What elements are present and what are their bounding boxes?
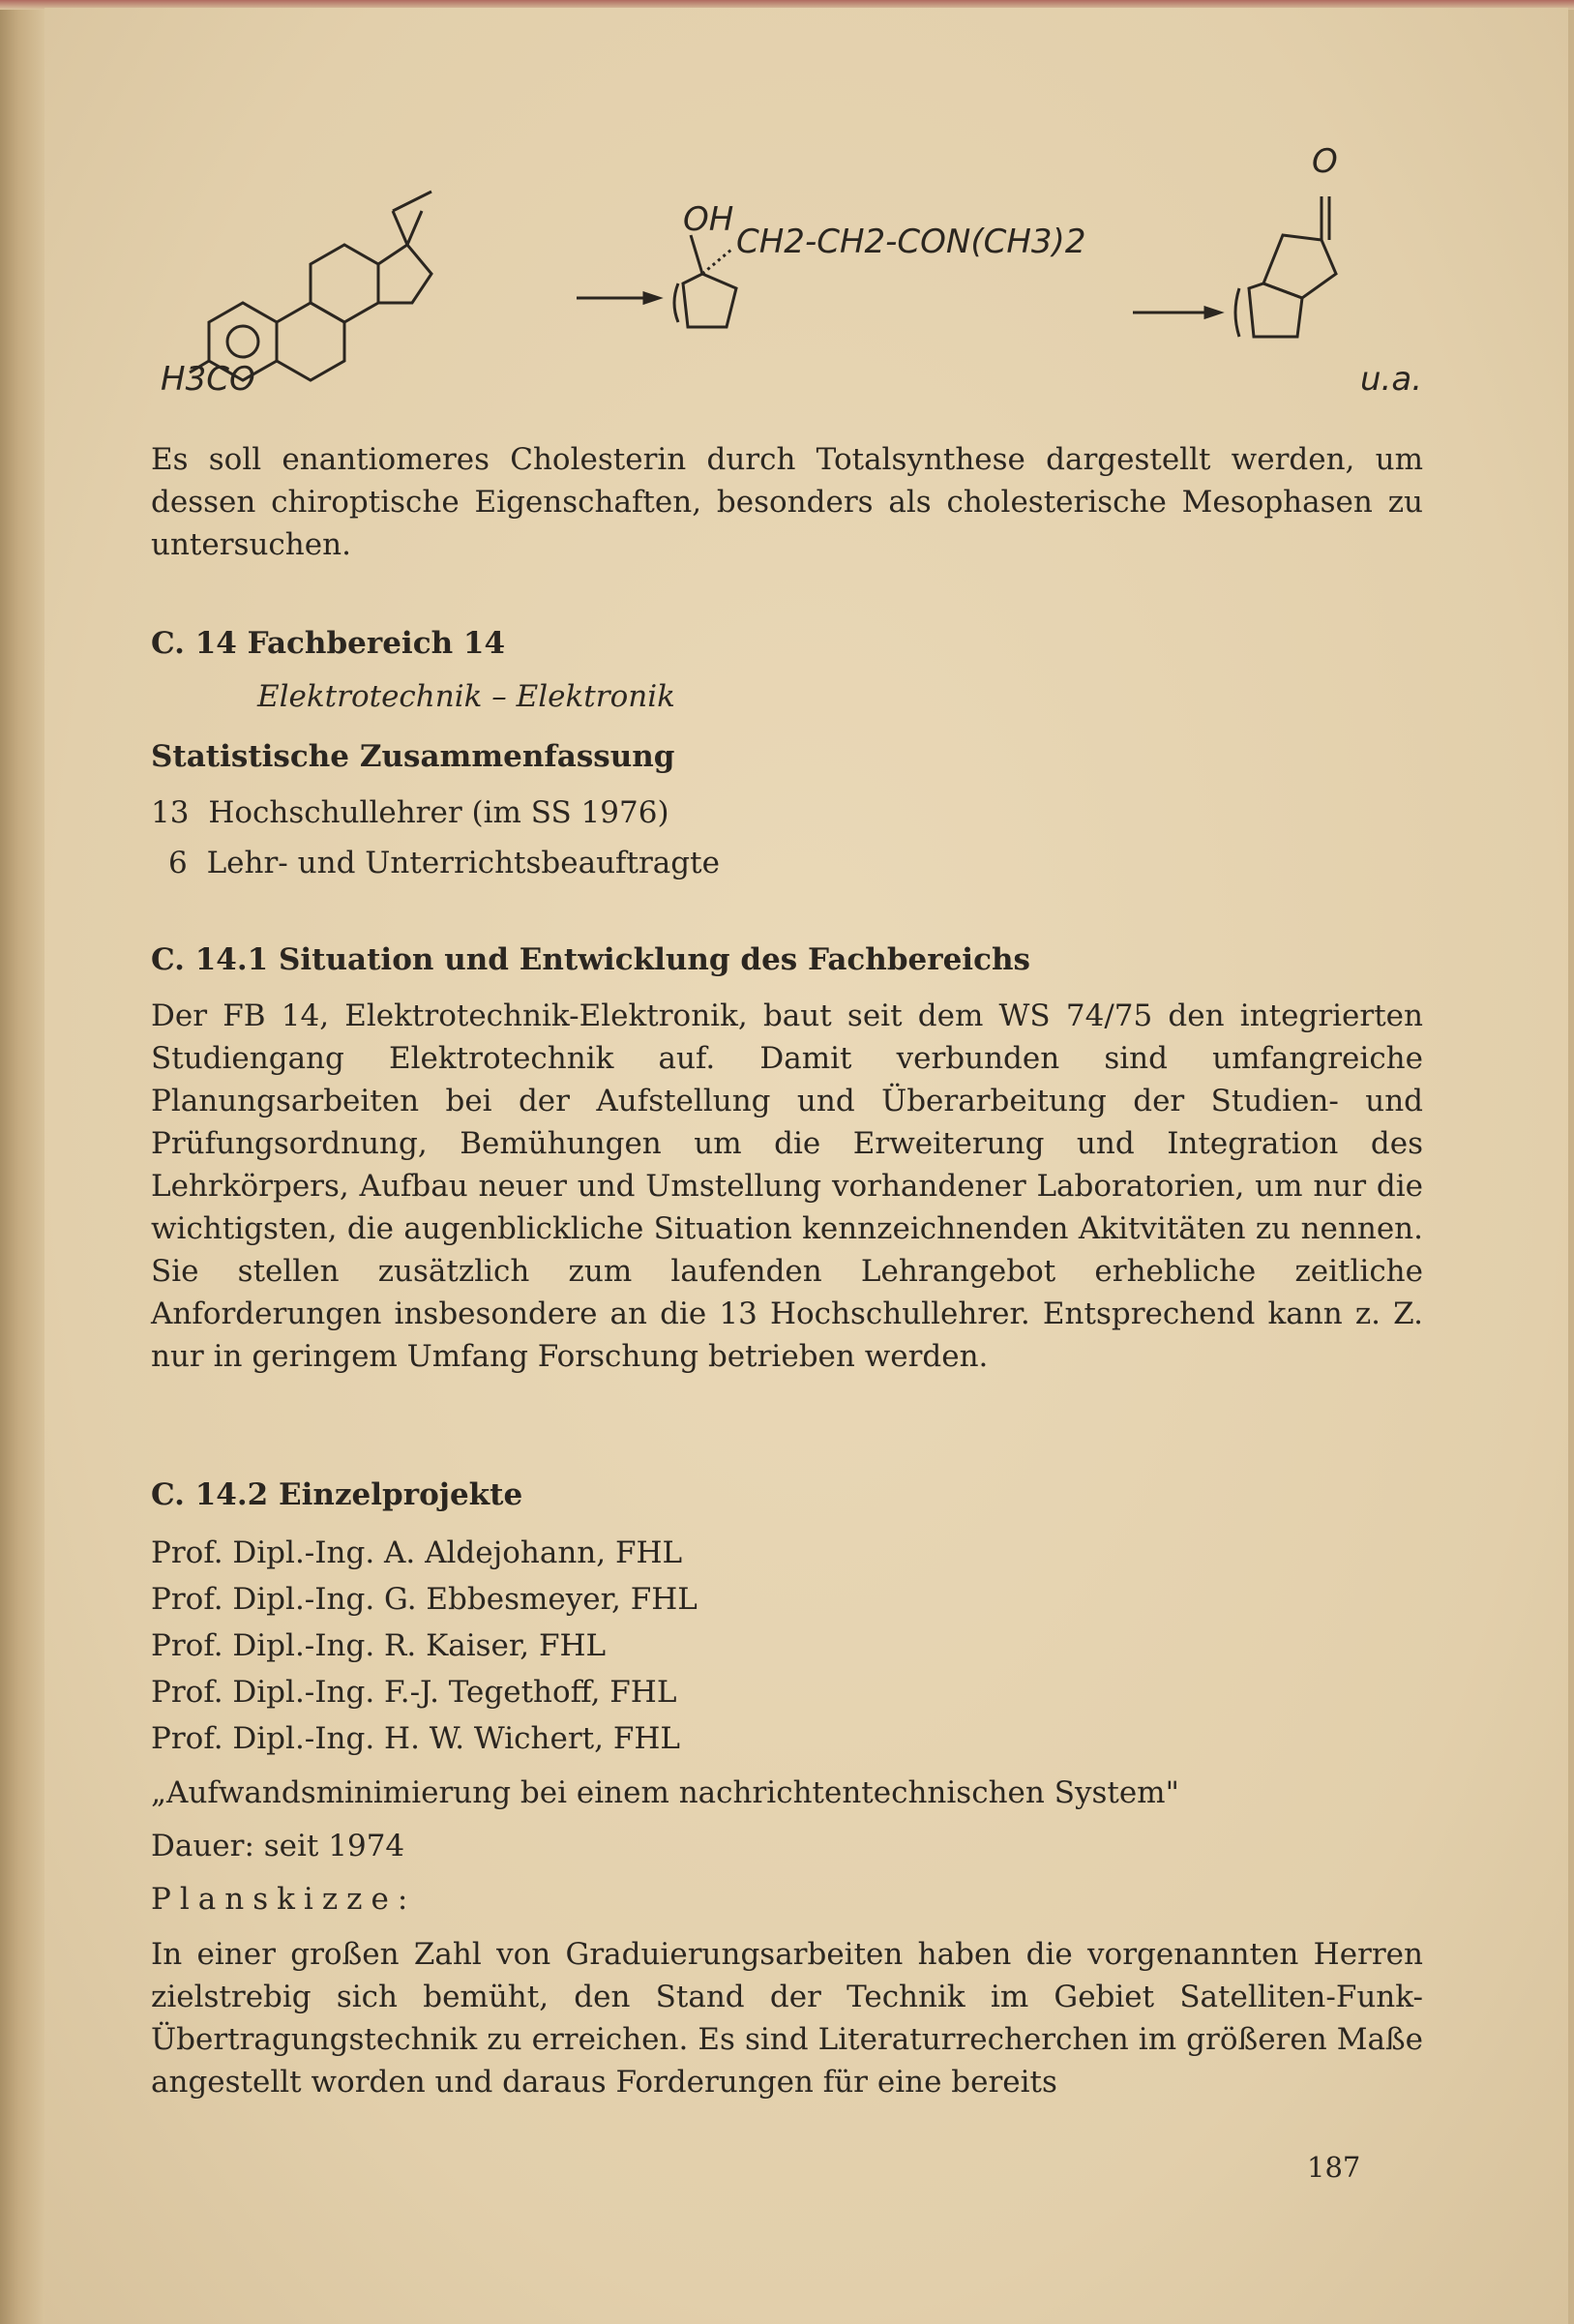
sketch-label: Planskizze:: [151, 1882, 417, 1917]
person-line: Prof. Dipl.-Ing. R. Kaiser, FHL: [151, 1628, 607, 1663]
stat-text: Lehr- und Unterrichtsbeauftragte: [206, 846, 720, 880]
stat-row: [151, 791, 669, 834]
project-duration: Dauer: seit 1974: [151, 1829, 405, 1863]
section-c14-subtitle: Elektrotechnik – Elektronik: [257, 679, 675, 714]
et-cetera-label: u.a.: [1360, 360, 1422, 399]
section-c14-1-heading: C. 14.1 Situation und Entwicklung des Fachbereichs: [151, 942, 1030, 977]
section-c14-2-heading: C. 14.2 Einzelprojekte: [151, 1477, 523, 1512]
methoxy-label: H3CO: [161, 360, 255, 399]
page-number: 187: [1307, 2151, 1361, 2184]
person-line: Prof. Dipl.-Ing. F.-J. Tegethoff, FHL: [151, 1675, 677, 1710]
stat-text: Hochschullehrer (im SS 1976): [208, 795, 669, 830]
summary-heading: Statistische Zusammenfassung: [151, 739, 675, 774]
person-line: Prof. Dipl.-Ing. A. Aldejohann, FHL: [151, 1535, 683, 1570]
side-chain-label: CH2-CH2-CON(CH3)2: [736, 223, 1086, 261]
intro-paragraph: Es soll enantiomeres Cholesterin durch Totalsynthese dargestellt werden, um dessen chiroptische Eigenschaften, besonders als cholesterische Mesophasen zu untersuchen.: [151, 442, 1423, 562]
book-page: [45, 8, 1568, 2324]
ketone-oxygen-label: O: [1312, 142, 1338, 181]
person-line: Prof. Dipl.-Ing. H. W. Wichert, FHL: [151, 1721, 680, 1756]
stat-count: 13: [151, 795, 190, 830]
book-spine: [0, 0, 45, 2324]
chemical-reaction-scheme: [161, 129, 1447, 409]
project-title: „Aufwandsminimierung bei einem nachrichtentechnischen System": [151, 1775, 1179, 1810]
hydroxy-label: OH: [683, 200, 734, 239]
stat-count: 6: [168, 846, 188, 880]
person-line: Prof. Dipl.-Ing. G. Ebbesmeyer, FHL: [151, 1582, 698, 1617]
reaction-diagram: [161, 129, 1447, 409]
stat-row: [168, 842, 720, 884]
section-c14-1-body: Der FB 14, Elektrotechnik-Elektronik, baut seit dem WS 74/75 den integrierten Studiengang Elektrotechnik auf. Damit verbunden sind umfangreiche Planungsarbeiten bei der Aufstellung und Überarbeitung der Studien- und Prüfungsordnung, Bemühungen um die Erweiterung und Integration des Lehrkörpers, Aufbau neuer und Umstellung vorhandener Laboratorien, um nur die wichtigsten, die augenblickliche Situation kennzeichnenden Akitvitäten zu nennen. Sie stellen zusätzlich zum laufenden Lehrangebot erhebliche zeitliche Anforderungen insbesondere an die 13 Hochschullehrer. Entsprechend kann z. Z. nur in geringem Umfang Forschung betrieben werden.: [151, 998, 1423, 1374]
section-c14-heading: C. 14 Fachbereich 14: [151, 626, 506, 661]
sketch-body: In einer großen Zahl von Graduierungsarbeiten haben die vorgenannten Herren zielstrebig sich bemüht, den Stand der Technik im Gebiet Satelliten-Funk-Übertragungstechnik zu erreichen. Es sind Literaturrecherchen im größeren Maße angestellt worden und daraus Forderungen für eine bereits: [151, 1937, 1423, 2100]
steroid-skeleton: [190, 192, 1336, 380]
